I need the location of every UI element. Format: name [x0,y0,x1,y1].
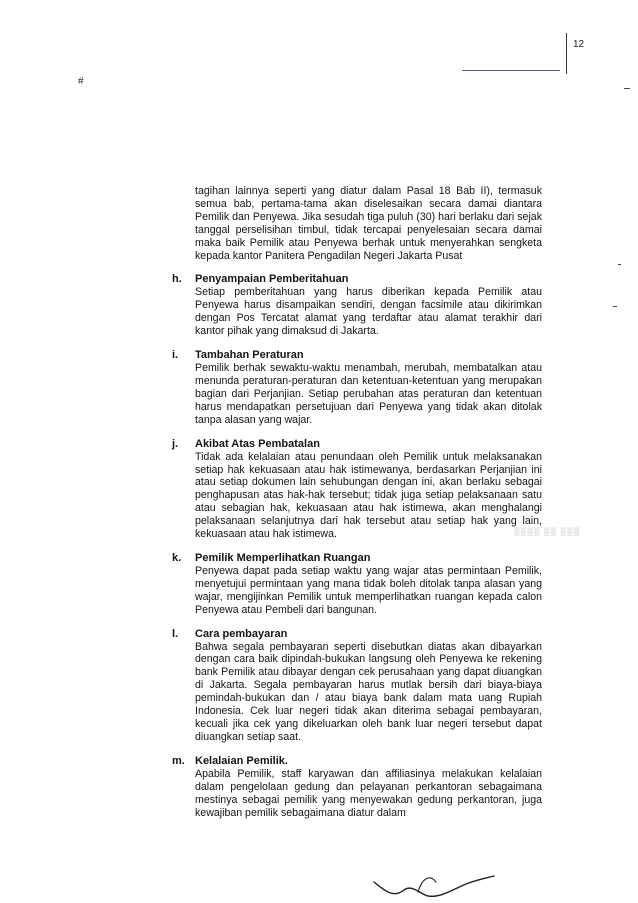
section-heading: Penyampaian Pemberitahuan [195,273,349,286]
section-heading: Tambahan Peraturan [195,349,304,362]
section-body: Bahwa segala pembayaran seperti disebutkan diatas akan dibayarkan dengan cara baik dipindah-bukukan langsung oleh Penyewa ke rekening bank Pemilik atau dibayar dengan cek perusahaan yang dapat diuangkan di Jakarta. Segala pembayaran harus mutlak bersih dari biaya-biaya pemindah-bukukan dan / atau biaya bank dalam mata uang Rupiah Indonesia. Cek luar negeri tidak akan diterima sebagai pembayaran, kecuali jika cek yang dikeluarkan oleh bank luar negeri tersebut dapat diuangkan setiap saat. [195,640,542,743]
scan-mark [618,264,621,265]
section-j [172,438,542,541]
header-horizontal-rule [462,70,560,71]
section-heading: Pemilik Memperlihatkan Ruangan [195,551,371,564]
section-m [172,755,542,820]
section-letter: i. [172,349,179,362]
section-body: Pemilik berhak sewaktu-waktu menambah, merubah, membatalkan atau menunda peraturan-peraturan dan ketentuan-ketentuan yang merupakan bagian dari Perjanjian. Setiap perubahan atas peraturan dan ketentuan harus mendapatkan persetujuan dari Penyewa yang tidak akan ditolak tanpa alasan yang wajar. [195,362,542,426]
section-k [172,552,542,617]
section-l [172,628,542,744]
section-letter: h. [172,273,182,286]
section-letter: j. [172,437,179,450]
scan-mark [624,88,630,89]
header-vertical-rule [566,33,567,74]
section-heading: Akibat Atas Pembatalan [195,437,320,450]
section-h [172,273,542,338]
section-heading: Cara pembayaran [195,627,288,640]
section-letter: k. [172,551,182,564]
section-i [172,349,542,427]
scan-mark [613,306,617,307]
document-body [172,185,542,819]
intro-paragraph: tagihan lainnya seperti yang diatur dalam Pasal 18 Bab II), termasuk semua bab, pertama-tama akan diselesaikan secara damai diantara Pemilik dan Penyewa. Jika sesudah tiga puluh (30) hari berlaku dari sejak tanggal perselisihan timbul, tidak tercapai penyelesaian secara damai maka baik Pemilik atau Penyewa berhak untuk menyerahkan sengketa kepada kantor Panitera Pengadilan Negeri Jakarta Pusat [195,185,542,262]
section-body: Tidak ada kelalaian atau penundaan oleh Pemilik untuk melaksanakan setiap hak kekuasaan atau hak istimewanya, berdasarkan Perjanjian ini atau setiap dokumen lain sehubungan dengan ini, akan berlaku sebagai penghapusan atas hak-hak tersebut; tidak juga setiap pelaksanaan satu atau sebagian hak, kekuasaan atau hak istimewa, akan menghalangi pelaksanaan selanjutnya dari hak tersebut atau setiap hak yang lain, kekuasaan atau hak istimewa. [195,450,542,541]
section-letter: m. [172,754,185,767]
signature-scribble [370,868,500,902]
page-number: 12 [573,39,585,50]
bleed-through-artifact: ▒▒▒▒ ▒▒ ▒▒▒ [514,527,581,536]
section-body: Apabila Pemilik, staff karyawan dan affiliasinya melakukan kelalaian dalam pengelolaan gedung dan pelayanan perkantoran sebagaimana mestinya sebagai pemilik yang menyewakan gedung perkantoran, juga kewajiban pemilik sebagaimana diatur dalam [195,767,542,819]
section-heading: Kelalaian Pemilik. [195,754,288,767]
section-body: Penyewa dapat pada setiap waktu yang wajar atas permintaan Pemilik, menyetujui permintaan yang mana tidak boleh ditolak tanpa alasan yang wajar, mengijinkan Pemilik untuk memperlihatkan ruangan kepada calon Penyewa atau Pembeli dari bangunan. [195,564,542,616]
section-body: Setiap pemberitahuan yang harus diberikan kepada Pemilik atau Penyewa harus disampaikan sendiri, dengan facsimile atau dikirimkan dengan Pos Tercatat alamat yang terdaftar atau alamat terakhir dari kantor pihak yang dimaksud di Jakarta. [195,286,542,338]
hash-mark: # [78,76,84,87]
section-letter: l. [172,627,179,640]
